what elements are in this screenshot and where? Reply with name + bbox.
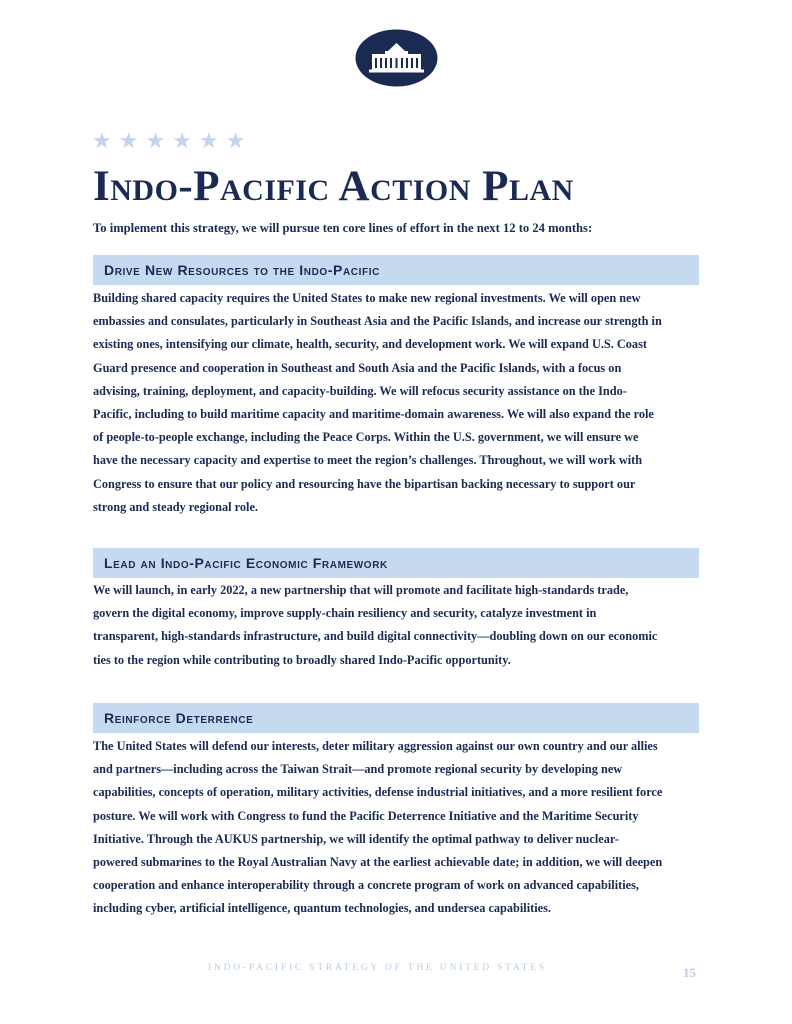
section-heading-economic-framework: Lead an Indo-Pacific Economic Framework — [93, 548, 699, 578]
body-line: Building shared capacity requires the United States to make new regional investments. We will open new — [93, 291, 641, 305]
star-icon: ★ — [198, 129, 219, 154]
body-line: ties to the region while contributing to broadly shared Indo-Pacific opportunity. — [93, 652, 511, 667]
body-line: capabilities, concepts of operation, military activities, defense industrial initiatives, and a more resilient force — [93, 785, 663, 800]
section-body-reinforce-deterrence — [93, 735, 713, 921]
body-line: and partners—including across the Taiwan Strait—and promote regional security by developing new — [93, 762, 623, 777]
body-line: cooperation and enhance interoperability through a concrete program of work on advanced capabilities, — [93, 878, 639, 893]
intro-text: To implement this strategy, we will pursue ten core lines of effort in the next 12 to 24 months: — [93, 221, 593, 235]
star-icon: ★ — [118, 129, 139, 154]
body-line: posture. We will work with Congress to fund the Pacific Deterrence Initiative and the Maritime Security — [93, 808, 639, 823]
section-heading-drive-new-resources: Drive New Resources to the Indo-Pacific — [93, 255, 699, 285]
body-line: Pacific, including to build maritime capacity and maritime-domain awareness. We will also expand the role — [93, 406, 654, 421]
white-house-seal-icon — [355, 29, 438, 87]
star-row — [92, 130, 245, 154]
body-line: powered submarines to the Royal Australian Navy at the earliest achievable date; in addition, we will deepen — [93, 854, 663, 869]
body-line: advising, training, deployment, and capacity-building. We will refocus security assistance on the Indo- — [93, 383, 627, 398]
body-line: govern the digital economy, improve supply-chain resiliency and security, catalyze investment in — [93, 606, 597, 621]
body-line: including cyber, artificial intelligence, quantum technologies, and undersea capabilities. — [93, 901, 551, 916]
body-line: strong and steady regional role. — [93, 499, 258, 514]
body-line: existing ones, intensifying our climate, health, security, and development work. We will expand U.S. Coast — [93, 337, 647, 352]
star-icon: ★ — [145, 129, 166, 154]
body-line: have the necessary capacity and expertise to meet the region’s challenges. Throughout, we will work with — [93, 453, 643, 468]
page-title: Indo-Pacific Action Plan — [93, 163, 574, 210]
section-body-drive-new-resources — [93, 287, 713, 519]
body-line: Guard presence and cooperation in Southeast and South Asia and the Pacific Islands, with a focus on — [93, 360, 622, 375]
star-icon: ★ — [172, 129, 192, 154]
star-icon: ★ — [225, 129, 246, 154]
body-line: of people-to-people exchange, including the Peace Corps. Within the U.S. government, we will ensure we — [93, 430, 639, 445]
running-footer-title: INDO-PACIFIC STRATEGY OF THE UNITED STATES — [208, 963, 547, 973]
body-line: Initiative. Through the AUKUS partnership, we will identify the optimal pathway to deliver nuclear- — [93, 831, 619, 846]
section-heading-reinforce-deterrence: Reinforce Deterrence — [93, 703, 699, 733]
body-line: We will launch, in early 2022, a new partnership that will promote and facilitate high-standards trade, — [93, 583, 629, 597]
section-body-economic-framework — [93, 579, 713, 672]
body-line: The United States will defend our interests, deter military aggression against our own country and our allies — [93, 739, 658, 753]
page-number: 15 — [683, 965, 696, 980]
body-line: embassies and consulates, particularly in Southeast Asia and the Pacific Islands, and increase our strength in — [93, 314, 662, 329]
body-line: Congress to ensure that our policy and resourcing have the bipartisan backing necessary to support our — [93, 476, 636, 491]
star-icon: ★ — [92, 129, 112, 154]
body-line: transparent, high-standards infrastructure, and build digital connectivity—doubling down on our economic — [93, 629, 658, 644]
